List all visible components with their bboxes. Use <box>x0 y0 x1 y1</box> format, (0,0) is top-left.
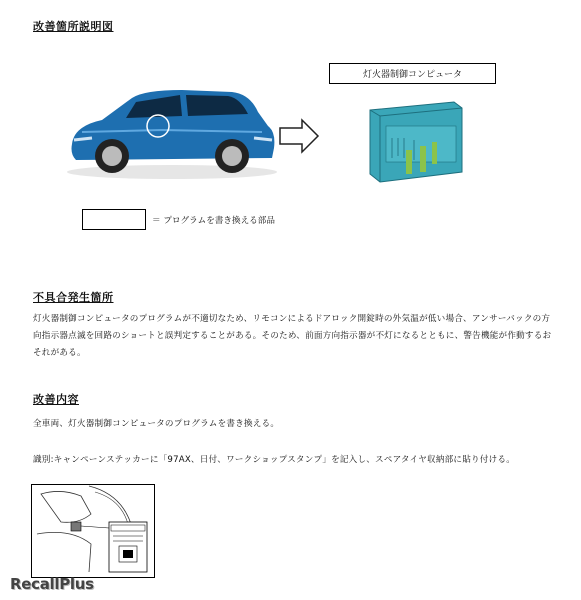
ecu-image <box>366 98 466 184</box>
legend-box <box>82 209 146 230</box>
car-image <box>62 82 284 182</box>
legend-text: ＝ プログラムを書き換える部品 <box>152 216 275 226</box>
section-heading-defect: 不具合発生箇所 <box>33 291 114 304</box>
remedy-line: 全車両、灯火器制御コンピュータのプログラムを書き換える。 <box>33 419 280 429</box>
watermark-logo: RecallPlus <box>10 575 94 593</box>
arrow-right-icon <box>278 118 320 154</box>
section-heading-remedy: 改善内容 <box>33 393 79 406</box>
ecu-label-box: 灯火器制御コンピュータ <box>329 63 496 84</box>
sticker-location-illustration <box>31 484 155 578</box>
identification-line: 識別:キャンペーンステッカーに「97AX、日付、ワークショップスタンプ」を記入し、スペアタイヤ収納部に貼り付ける。 <box>33 455 515 465</box>
section-heading-explanation: 改善箇所説明図 <box>33 20 114 33</box>
defect-paragraph: 灯火器制御コンピュータのプログラムが不適切なため、リモコンによるドアロック開錠時の外気温が低い場合、アンサーバックの方向指示器点滅を回路のショートと誤判定することがある。そのため、前面方向指示器が不灯になるとともに、警告機能が作動するおそれがある。 <box>33 314 552 358</box>
